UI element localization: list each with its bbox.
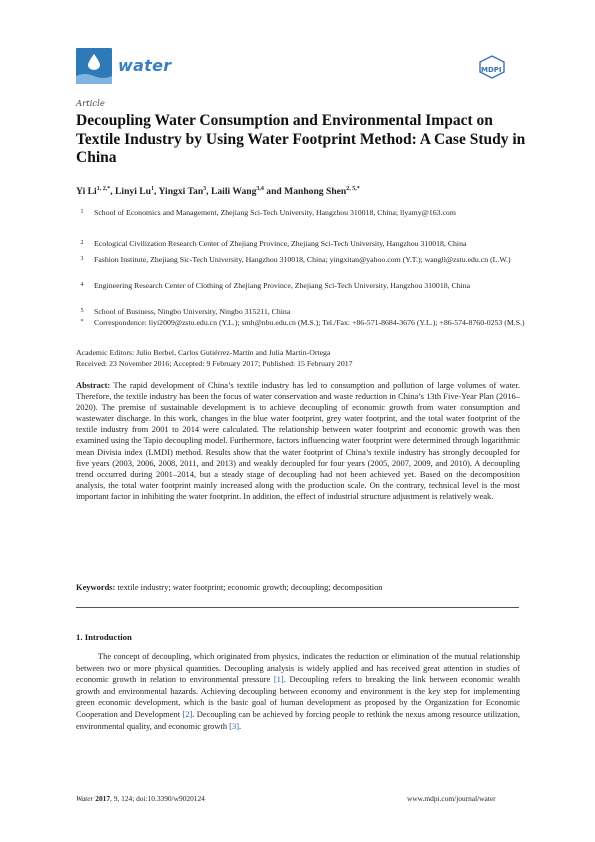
affiliation-text: Fashion Institute, Zhejiang Sic-Tech University, Hangzhou 310018, China; yingxitan@yahoo.com (Y.T.); wangll@zstu.edu.cn (L.W.)	[94, 255, 511, 264]
intro-paragraph	[76, 651, 520, 732]
wave-icon	[76, 72, 112, 84]
affiliation-item	[76, 255, 526, 265]
author-separator: and	[263, 186, 285, 197]
author-affiliation-marker: 2, 5,	[346, 185, 357, 192]
author-separator: ,	[206, 186, 211, 197]
publisher-logo-text: MDPI	[481, 66, 502, 74]
citation-link[interactable]: [3]	[229, 720, 240, 731]
citation-link[interactable]: [2]	[182, 708, 193, 719]
author-affiliation-marker: 1	[151, 185, 154, 192]
intro-text-2: . Decoupling refers to breaking the link between economic wealth growth and environmental hazards. Achieving decoupling between economy and environment is the key step for implementing green economic development, which is the basic goal of human development as proposed by the Organization for Economic Cooperation and Development	[76, 674, 520, 719]
abstract-label: Abstract:	[76, 380, 111, 390]
footer-year: 2017	[95, 794, 111, 803]
footer-journal: Water	[76, 794, 94, 803]
intro-text-3: . Decoupling can be achieved by forcing people to rethink the nexus among resource utilization, environmental quality, and economic growth	[76, 708, 520, 731]
affiliation-item	[76, 307, 526, 317]
footer-url[interactable]: www.mdpi.com/journal/water	[407, 794, 496, 803]
affiliation-number: 4	[80, 282, 84, 288]
journal-name: water	[118, 56, 172, 75]
abstract-text: The rapid development of China’s textile industry has led to consumption and pollution of large volumes of water. Therefore, the textile industry has been the focus of water conservation and waste reduction in China’s 13th Five-Year Plan (2016–2020). The premise of sustainable development is to achieve decoupling of economic growth from water consumption and wastewater discharge. In this work, changes in the blue water footprint, grey water footprint, and the total water footprint of the textile industry from 2001 to 2014 were calculated. The relationship between water footprint and economic growth was then examined using the Tapio decoupling model. Furthermore, factors influencing water footprint were determined through logarithmic mean Divisia index (LMDI) method. Results show that the water footprint of China’s textile industry has strongly decoupled for five years (2003, 2006, 2008, 2011, and 2013) and weakly decoupled for four years (2005, 2007, 2009, and 2010). A decoupling trend occurred during 2001–2014, but a steady stage of decoupling had not been achieved yet. Based on the decomposition analysis, the total water footprint mainly increased along with the production scale. On the contrary, technical level is the most important factor in inhibiting the water footprint. In addition, the effect of industrial structure adjustment is relatively weak.	[76, 380, 520, 501]
citation-link[interactable]: [1]	[273, 674, 284, 685]
publication-dates: Received: 23 November 2016; Accepted: 9 February 2017; Published: 15 February 2017	[76, 359, 353, 368]
affiliation-item	[76, 208, 526, 218]
intro-text-1: The concept of decoupling, which originated from physics, indicates the reduction or elimination of the mutual relationship between two or more physical quantities. Decoupling analysis is widely applied and has received great attention in studies of economic growth in relation to environmental pressure	[76, 651, 520, 685]
corresponding-author-marker: *	[356, 185, 360, 192]
author-affiliation-marker: 3	[203, 185, 207, 192]
journal-logo	[76, 48, 112, 84]
author-name: Manhong Shen	[284, 186, 347, 197]
article-type: Article	[76, 99, 105, 109]
affiliation-text: School of Business, Ningbo University, Ningbo 315211, China	[94, 307, 291, 316]
keywords	[76, 582, 520, 592]
author-name: Laili Wang	[210, 186, 257, 197]
keywords-text: textile industry; water footprint; economic growth; decoupling; decomposition	[117, 582, 383, 592]
water-drop-icon	[88, 54, 100, 70]
footer-citation	[76, 794, 205, 803]
affiliation-number: 5	[80, 308, 84, 314]
section-divider	[76, 607, 519, 608]
author-affiliation-marker: 3,4	[256, 185, 264, 192]
affiliation-text: Ecological Civilization Research Center of Zhejiang Province, Zhejiang Sci-Tech University, Hangzhou 310018, China	[94, 239, 467, 248]
affiliation-item	[76, 318, 526, 328]
author-list	[76, 186, 360, 197]
section-heading: 1. Introduction	[76, 632, 132, 642]
author-affiliation-marker: 1, 2,	[96, 185, 108, 192]
author-name: Yi Li	[76, 186, 97, 197]
keywords-label: Keywords:	[76, 582, 116, 592]
corresponding-author-marker: *	[107, 185, 111, 192]
author-name: Linyi Lu	[115, 186, 151, 197]
affiliation-number: *	[80, 319, 84, 325]
affiliation-text: Correspondence: liyi2009@zstu.edu.cn (Y.L.); smh@nbu.edu.cn (M.S.); Tel./Fax: +86-571-8684-3676 (Y.L.); +86-574-8760-0253 (M.S.)	[94, 318, 525, 327]
affiliation-number: 3	[80, 256, 84, 262]
affiliation-number: 2	[80, 240, 84, 246]
academic-editors: Academic Editors: Julio Berbel, Carlos Gutiérrez-Martín and Julia Martin-Ortega	[76, 348, 331, 357]
footer-doi: , 9, 124; doi:10.3390/w9020124	[110, 794, 205, 803]
author-name: Yingxi Tan	[158, 186, 204, 197]
affiliation-text: Engineering Research Center of Clothing of Zhejiang Province, Zhejiang Sci-Tech University, Hangzhou 310018, China	[94, 281, 471, 290]
abstract	[76, 380, 520, 502]
affiliation-number: 1	[80, 209, 84, 215]
affiliation-text: School of Economics and Management, Zhejiang Sci-Tech University, Hangzhou 310018, China; llyamy@163.com	[94, 208, 456, 217]
paper-title: Decoupling Water Consumption and Environmental Impact on Textile Industry by Using Water Footprint Method: A Case Study in China	[76, 112, 526, 166]
intro-text-4: .	[239, 720, 242, 731]
author-separator: ,	[154, 186, 159, 197]
affiliation-item	[76, 239, 526, 249]
affiliation-item	[76, 281, 526, 291]
author-separator: ,	[110, 186, 115, 197]
